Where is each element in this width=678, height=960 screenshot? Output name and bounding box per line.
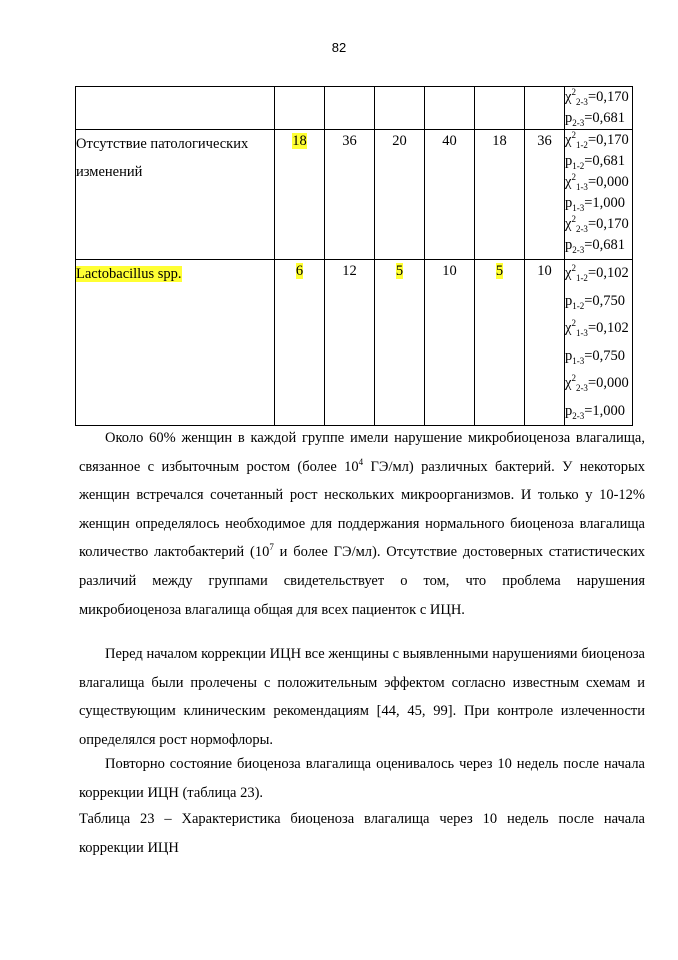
p-value <box>565 108 632 129</box>
stat-groups: 1-3 <box>572 202 585 213</box>
stat-symbol: p <box>565 347 573 364</box>
stat-groups: 2-3 <box>575 96 588 107</box>
stat-groups: 2-3 <box>572 410 585 421</box>
stat-number: =1,000 <box>584 195 626 211</box>
value-cell <box>325 130 375 260</box>
value-cell <box>425 260 475 426</box>
stat-groups: 1-2 <box>572 160 585 171</box>
stat-groups: 2-3 <box>572 117 585 128</box>
stats-cell <box>565 87 633 130</box>
stat-exponent: 2 <box>571 214 576 225</box>
stat-number: =0,000 <box>587 174 629 190</box>
row-label-text: Отсутствие патологических изменений <box>76 136 249 180</box>
value-text: 5 <box>395 263 404 279</box>
row-label <box>76 260 275 426</box>
stat-groups: 1-2 <box>575 139 588 150</box>
stat-number: =0,000 <box>587 375 629 391</box>
stat-symbol: p <box>565 402 573 419</box>
p-value <box>565 343 632 371</box>
value-text: 12 <box>342 263 357 279</box>
stat-groups: 2-3 <box>572 244 585 255</box>
page-number: 82 <box>331 40 347 55</box>
value-cell <box>325 260 375 426</box>
paragraph-1-text-c: и более ГЭ/мл). Отсутствие достоверных статистических различий между группами свидетельствует о том, что проблема нарушения микробиоценоза влагалища общая для всех пациенток с ИЦН. <box>79 544 645 618</box>
chi-square-value <box>565 130 632 151</box>
value-cell <box>275 260 325 426</box>
chi-square-value <box>565 315 632 343</box>
stat-exponent: 2 <box>571 318 576 329</box>
stat-groups: 1-2 <box>575 272 588 283</box>
stat-symbol: χ <box>565 265 572 281</box>
stat-number: =0,102 <box>587 265 629 281</box>
stat-exponent: 2 <box>571 130 576 141</box>
row-label <box>76 130 275 260</box>
stat-symbol: χ <box>565 132 572 148</box>
stat-exponent: 2 <box>571 263 576 274</box>
chi-square-value <box>565 87 632 108</box>
stat-exponent: 2 <box>571 373 576 384</box>
stat-number: =0,170 <box>587 216 629 232</box>
p-value <box>565 288 632 316</box>
exponent-4: 4 <box>358 456 364 467</box>
value-cell <box>525 130 565 260</box>
value-text: 20 <box>392 133 407 149</box>
stat-groups: 2-3 <box>575 223 588 234</box>
value-text: 18 <box>292 133 307 149</box>
value-cell <box>525 260 565 426</box>
chi-square-value <box>565 172 632 193</box>
stat-number: =0,102 <box>587 320 629 336</box>
stat-groups: 2-3 <box>575 382 588 393</box>
exponent-7: 7 <box>269 542 274 553</box>
value-text: 10 <box>442 263 457 279</box>
stat-number: =0,681 <box>584 237 626 253</box>
chi-square-value <box>565 214 632 235</box>
value-cell <box>275 130 325 260</box>
value-cell <box>425 87 475 130</box>
paragraph-reassessment: Повторно состояние биоценоза влагалища оценивалось через 10 недель после начала коррекции ИЦН (таблица 23). <box>79 756 645 801</box>
chi-square-value <box>565 370 632 398</box>
stat-symbol: χ <box>565 375 572 391</box>
paragraph-1-text-b: ГЭ/мл) различных бактерий. У некоторых женщин встречался сочетанный рост нескольких микроорганизмов. И только у 10-12% женщин определялось необходимое для поддержания нормального биоценоза влагалища количество лактобактерий (10 <box>79 458 645 561</box>
value-cell <box>525 87 565 130</box>
p-value <box>565 398 632 426</box>
value-text: 18 <box>492 133 507 149</box>
value-cell <box>375 130 425 260</box>
row-label <box>76 87 275 130</box>
value-cell <box>475 260 525 426</box>
stat-number: =0,750 <box>584 292 626 309</box>
stat-symbol: χ <box>565 174 572 190</box>
stat-symbol: p <box>565 110 573 126</box>
table-row <box>76 260 633 426</box>
data-table <box>75 86 633 426</box>
value-cell <box>375 87 425 130</box>
stat-groups: 1-3 <box>572 355 585 366</box>
stat-symbol: p <box>565 153 573 169</box>
stat-number: =0,170 <box>587 89 629 105</box>
paragraph-1-text-a: Около 60% женщин в каждой группе имели нарушение микробиоценоза влагалища, связанное с избыточным ростом (более 10 <box>79 430 645 475</box>
value-text: 6 <box>295 263 304 279</box>
value-cell <box>475 130 525 260</box>
stat-symbol: χ <box>565 320 572 336</box>
p-value <box>565 151 632 172</box>
value-text: 36 <box>342 133 357 149</box>
table-caption: Таблица 23 – Характеристика биоценоза влагалища через 10 недель после начала коррекции ИЦН <box>79 811 645 856</box>
value-text: 5 <box>495 263 504 279</box>
stat-number: =1,000 <box>584 402 626 419</box>
stat-number: =0,170 <box>587 132 629 148</box>
value-text: 10 <box>537 263 552 279</box>
stats-cell <box>565 260 633 426</box>
stat-symbol: p <box>565 195 573 211</box>
table-row <box>76 87 633 130</box>
stat-symbol: p <box>565 292 573 309</box>
stat-groups: 1-3 <box>575 181 588 192</box>
stat-symbol: χ <box>565 89 572 105</box>
stat-groups: 1-3 <box>575 327 588 338</box>
row-label-text: Lactobacillus spp. <box>76 266 182 282</box>
chi-square-value <box>565 260 632 288</box>
stat-symbol: χ <box>565 216 572 232</box>
stat-number: =0,681 <box>584 153 626 169</box>
table-row <box>76 130 633 260</box>
value-cell <box>325 87 375 130</box>
p-value <box>565 193 632 214</box>
stat-exponent: 2 <box>571 172 576 183</box>
stat-groups: 1-2 <box>572 300 585 311</box>
value-text: 36 <box>537 133 552 149</box>
value-text: 40 <box>442 133 457 149</box>
stats-cell <box>565 130 633 260</box>
value-cell <box>475 87 525 130</box>
value-cell <box>425 130 475 260</box>
stat-exponent: 2 <box>571 87 576 98</box>
stat-symbol: p <box>565 237 573 253</box>
p-value <box>565 235 632 256</box>
stat-number: =0,750 <box>584 347 626 364</box>
paragraph-treatment: Перед началом коррекции ИЦН все женщины с выявленными нарушениями биоценоза влагалища были пролечены с положительным эффектом согласно известным схемам и существующим клиническим рекомендациям [44, 45, 99]. При контроле излеченности определялся рост нормофлоры. <box>79 646 645 748</box>
value-cell <box>275 87 325 130</box>
paragraph-microbiocenosis <box>79 424 645 624</box>
stat-number: =0,681 <box>584 110 626 126</box>
value-cell <box>375 260 425 426</box>
